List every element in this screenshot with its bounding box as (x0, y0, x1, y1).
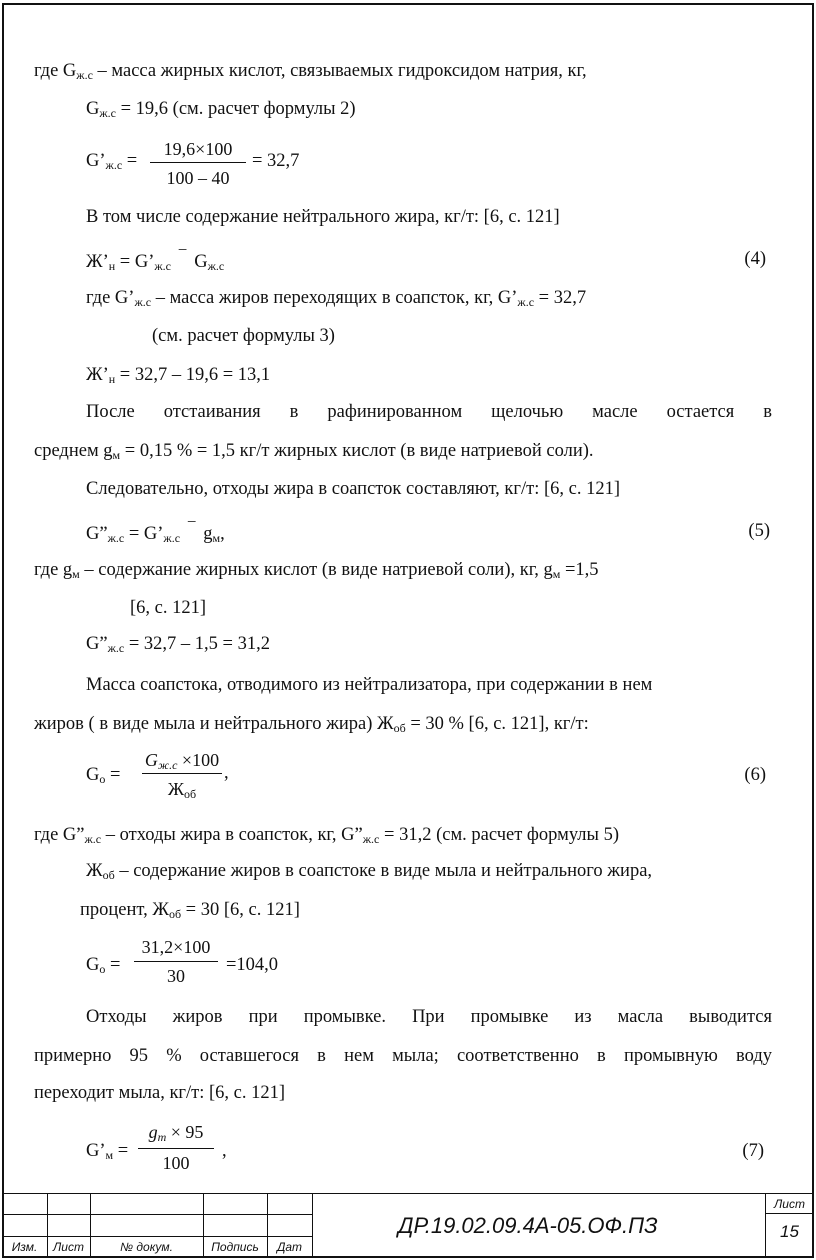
text-line-23: Отходы жиров при промывке. При промывке из масла выводится (86, 1007, 772, 1027)
fraction-denominator (142, 779, 222, 804)
result: = 32,7 (252, 151, 300, 171)
text: G (86, 955, 100, 975)
text: где G’ (86, 288, 135, 308)
subscript: об (168, 907, 182, 921)
subscript: м (552, 567, 561, 581)
divider (765, 1213, 814, 1214)
text: = 32,7 (534, 288, 587, 308)
subscript: ж.с (207, 259, 225, 273)
title-block (2, 1193, 814, 1258)
text: процент, Ж (80, 900, 169, 920)
label-podpis: Подпись (211, 1240, 259, 1254)
fraction-bar (134, 961, 218, 962)
text-line-8 (86, 364, 270, 390)
text: = (105, 765, 121, 785)
subscript: м (105, 1148, 114, 1162)
text: – масса жирных кислот, связываемых гидроксидом натрия, кг, (92, 61, 587, 81)
equation-number: (6) (744, 765, 766, 785)
subscript: об (102, 868, 115, 882)
subscript: об (393, 721, 406, 735)
subscript: о (99, 962, 106, 976)
text: G” (86, 524, 108, 544)
divider (2, 1236, 312, 1237)
subscript: м (72, 567, 80, 581)
subscript: м (112, 448, 121, 462)
text-line-9: После отстаивания в рафинированном щелочью масле остается в (86, 402, 772, 422)
text: G” (86, 634, 108, 654)
text: жиров ( в виде мыла и нейтрального жира) Ж (34, 714, 394, 734)
subscript: m (157, 1130, 167, 1144)
text: G (86, 99, 100, 119)
fraction-bar (150, 162, 246, 163)
fraction-numerator: 31,2×100 (141, 937, 211, 957)
text-line-2 (86, 98, 356, 124)
document-code: ДР.19.02.09.4А-05.ОФ.ПЗ (398, 1213, 658, 1238)
comma: , (224, 763, 229, 783)
text: g (148, 1122, 158, 1142)
text: = (105, 955, 121, 975)
minus-sign: ‾ (188, 520, 195, 542)
equation-number: (7) (742, 1141, 764, 1161)
text-line-6 (86, 287, 586, 313)
label-izm: Изм. (11, 1240, 38, 1254)
text-line-7: (см. расчет формулы 3) (152, 326, 335, 346)
subscript: ж.с (134, 295, 152, 309)
text: G’ (86, 151, 106, 171)
subscript: ж.с (107, 641, 125, 655)
text-line-25: переходит мыла, кг/т: [6, с. 121] (34, 1083, 286, 1103)
fraction-numerator (142, 750, 222, 775)
equation-number: (4) (744, 249, 766, 269)
text: где G (34, 61, 77, 81)
text-line-24: примерно 95 % оставшегося в нем мыла; соответственно в промывную воду (34, 1046, 772, 1066)
divider (2, 1193, 814, 1194)
text: G (144, 750, 158, 770)
subscript: н (108, 372, 116, 386)
text: Ж (167, 779, 185, 799)
formula-g-prime (86, 150, 137, 176)
subscript: ж.с (154, 259, 172, 273)
text: – содержание жирных кислот (в виде натриевой соли), кг, g (79, 560, 553, 580)
text: = 0,15 % = 1,5 кг/т жирных кислот (в виде натриевой соли). (120, 441, 594, 461)
subscript: ж.с (99, 106, 116, 120)
text: = 30 [6, с. 121] (181, 900, 300, 920)
fraction-bar (138, 1148, 214, 1149)
text: = 31,2 (см. расчет формулы 5) (379, 825, 619, 845)
text-line-19 (34, 824, 619, 850)
text: g (203, 524, 213, 544)
text: – масса жиров переходящих в соапсток, кг, G’ (151, 288, 518, 308)
text-line-21 (80, 899, 300, 925)
sheet-number: 15 (780, 1222, 799, 1241)
fraction-numerator: 19,6×100 (163, 139, 233, 159)
text-line-14: [6, с. 121] (130, 598, 207, 618)
text-line-1 (34, 60, 587, 86)
label-list: Лист (53, 1240, 84, 1254)
fraction-denominator: 100 – 40 (166, 168, 230, 188)
text: = G’ (124, 524, 164, 544)
text: где g (34, 560, 73, 580)
text: × 95 (166, 1122, 204, 1142)
subscript: ж.с (107, 531, 125, 545)
subscript: ж.с (76, 68, 93, 82)
text: G (86, 765, 100, 785)
label-dokum: № докум. (120, 1240, 173, 1254)
text: = 32,7 – 19,6 = 13,1 (115, 365, 271, 385)
text: , (220, 524, 225, 544)
minus-sign: ‾ (179, 248, 186, 270)
subscript: ж.с (517, 295, 535, 309)
formula-5 (86, 520, 770, 549)
subscript: ж.с (84, 832, 102, 846)
text: среднем g (34, 441, 113, 461)
subscript: ж.с (163, 531, 181, 545)
text: Ж (86, 861, 103, 881)
text-line-13 (34, 559, 599, 585)
text: = (122, 151, 138, 171)
text-line-10 (34, 440, 594, 466)
text: Ж’ (86, 252, 109, 272)
formula-g-o (86, 954, 120, 980)
text-line-11: Следовательно, отходы жира в соапсток составляют, кг/т: [6, с. 121] (86, 479, 620, 499)
label-sheet: Лист (774, 1197, 805, 1211)
label-dat: Дат (276, 1240, 303, 1254)
text-line-15 (86, 633, 270, 659)
equation-number: (5) (748, 521, 770, 541)
text: =1,5 (560, 560, 599, 580)
text: Ж’ (86, 365, 109, 385)
subscript: о (99, 772, 106, 786)
fraction-denominator: 100 (162, 1153, 190, 1173)
text: ×100 (177, 750, 220, 770)
comma: , (222, 1141, 227, 1161)
text-line-4: В том числе содержание нейтрального жира, кг/т: [6, с. 121] (86, 207, 560, 227)
text: = 30 % [6, с. 121], кг/т: (405, 714, 589, 734)
page-frame (2, 3, 814, 1258)
text-line-17 (34, 713, 589, 739)
subscript: ж.с (105, 158, 123, 172)
text-line-16: Масса соапстока, отводимого из нейтрализатора, при содержании в нем (86, 675, 653, 695)
subscript: об (184, 787, 197, 801)
text: где G” (34, 825, 85, 845)
divider (312, 1193, 313, 1258)
text: = (113, 1141, 129, 1161)
subscript: м (212, 531, 221, 545)
text: = 32,7 – 1,5 = 31,2 (124, 634, 270, 654)
text-line-20 (86, 860, 652, 886)
text: = 19,6 (см. расчет формулы 2) (116, 99, 356, 119)
divider (2, 1214, 312, 1215)
subscript: ж.с (157, 758, 178, 772)
fraction-numerator (138, 1122, 214, 1147)
subscript: ж.с (362, 832, 380, 846)
text: = G’ (115, 252, 155, 272)
text: – отходы жира в соапсток, кг, G” (101, 825, 363, 845)
subscript: н (108, 259, 116, 273)
text: G’ (86, 1141, 106, 1161)
result: =104,0 (226, 955, 279, 975)
fraction-bar (142, 773, 222, 774)
fraction-denominator: 30 (167, 966, 185, 986)
text: G (194, 252, 208, 272)
formula-4 (86, 248, 766, 277)
text: – содержание жиров в соапстоке в виде мыла и нейтрального жира, (114, 861, 653, 881)
